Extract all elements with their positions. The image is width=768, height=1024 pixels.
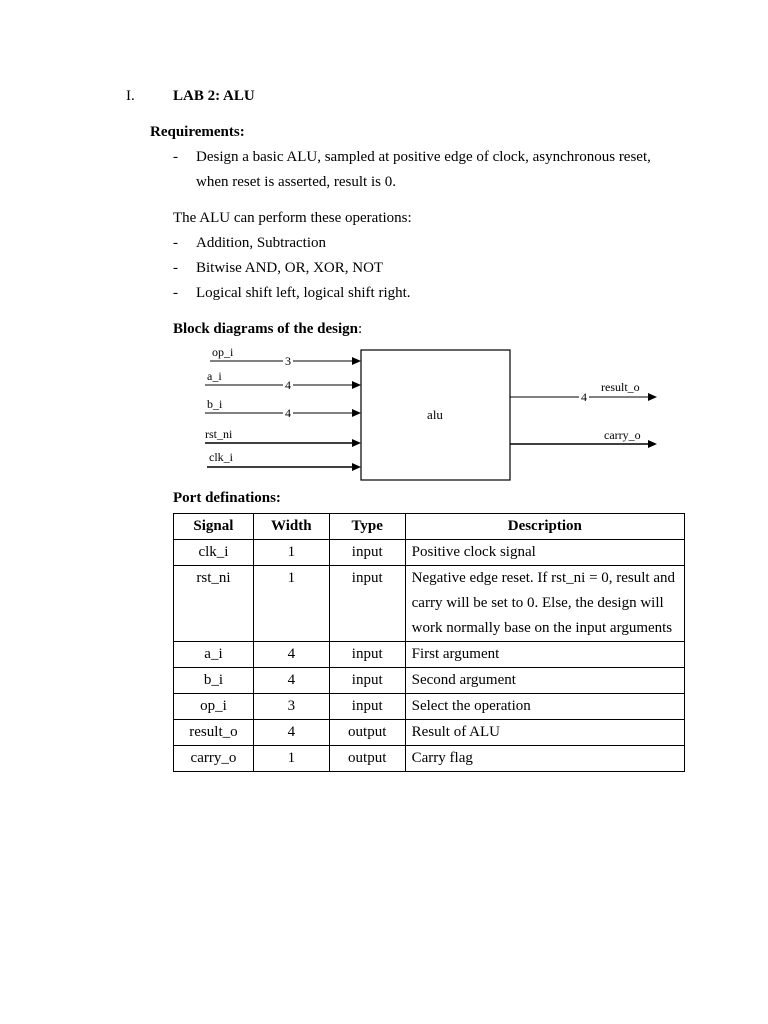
alu-block-diagram bbox=[195, 340, 665, 488]
input-width-b-i: 4 bbox=[285, 406, 291, 420]
input-arrow-rst-ni bbox=[352, 439, 361, 447]
input-width-a-i: 4 bbox=[285, 378, 291, 392]
input-width-op-i: 3 bbox=[285, 354, 291, 368]
operation-item: Addition, Subtraction bbox=[196, 235, 326, 251]
type-cell: input bbox=[329, 566, 405, 642]
width-cell: 1 bbox=[253, 566, 329, 642]
type-cell: input bbox=[329, 694, 405, 720]
type-cell: input bbox=[329, 540, 405, 566]
description-cell: Second argument bbox=[405, 668, 684, 694]
input-label-clk-i: clk_i bbox=[209, 450, 233, 464]
width-cell: 4 bbox=[253, 668, 329, 694]
description-cell: Result of ALU bbox=[405, 720, 684, 746]
description-cell: Positive clock signal bbox=[405, 540, 684, 566]
operations-intro: The ALU can perform these operations: bbox=[173, 210, 412, 226]
operation-item: Bitwise AND, OR, XOR, NOT bbox=[196, 260, 384, 276]
output-width-result-o: 4 bbox=[581, 390, 587, 404]
table-row bbox=[174, 540, 685, 566]
output-arrow-carry-o bbox=[648, 440, 657, 448]
port-definitions-label: Port definations: bbox=[173, 490, 281, 506]
description-cell: Carry flag bbox=[405, 746, 684, 772]
column-header-signal: Signal bbox=[174, 514, 254, 540]
input-arrow-a-i bbox=[352, 381, 361, 389]
signal-cell: a_i bbox=[174, 642, 254, 668]
type-cell: input bbox=[329, 668, 405, 694]
input-label-a-i: a_i bbox=[207, 369, 222, 383]
table-row bbox=[174, 668, 685, 694]
section-title: LAB 2: ALU bbox=[173, 88, 255, 104]
table-row bbox=[174, 694, 685, 720]
bullet-dash: - bbox=[173, 260, 178, 276]
bullet-dash: - bbox=[173, 235, 178, 251]
output-label-result-o: result_o bbox=[601, 380, 640, 394]
description-cell: Negative edge reset. If rst_ni = 0, result and carry will be set to 0. Else, the design will work normally base on the input arguments bbox=[405, 566, 684, 642]
bullet-dash: - bbox=[173, 149, 178, 165]
signal-cell: clk_i bbox=[174, 540, 254, 566]
input-arrow-clk-i bbox=[352, 463, 361, 471]
type-cell: input bbox=[329, 642, 405, 668]
type-cell: output bbox=[329, 746, 405, 772]
requirement-line-1: Design a basic ALU, sampled at positive edge of clock, asynchronous reset, bbox=[196, 149, 651, 165]
signal-cell: carry_o bbox=[174, 746, 254, 772]
width-cell: 4 bbox=[253, 642, 329, 668]
input-arrow-op-i bbox=[352, 357, 361, 365]
table-row bbox=[174, 642, 685, 668]
operation-item: Logical shift left, logical shift right. bbox=[196, 285, 411, 301]
description-cell: Select the operation bbox=[405, 694, 684, 720]
width-cell: 1 bbox=[253, 746, 329, 772]
column-header-width: Width bbox=[253, 514, 329, 540]
requirement-line-2: when reset is asserted, result is 0. bbox=[196, 174, 396, 190]
port-definitions-table bbox=[173, 513, 685, 772]
signal-cell: b_i bbox=[174, 668, 254, 694]
width-cell: 3 bbox=[253, 694, 329, 720]
table-header-row bbox=[174, 514, 685, 540]
input-label-op-i: op_i bbox=[212, 345, 234, 359]
signal-cell: op_i bbox=[174, 694, 254, 720]
table-row bbox=[174, 746, 685, 772]
block-diagram-label: Block diagrams of the design: bbox=[173, 321, 363, 337]
input-label-rst-ni: rst_ni bbox=[205, 427, 233, 441]
output-arrow-result-o bbox=[648, 393, 657, 401]
signal-cell: rst_ni bbox=[174, 566, 254, 642]
table-row bbox=[174, 566, 685, 642]
type-cell: output bbox=[329, 720, 405, 746]
bullet-dash: - bbox=[173, 285, 178, 301]
requirements-label: Requirements: bbox=[150, 124, 245, 140]
width-cell: 1 bbox=[253, 540, 329, 566]
output-label-carry-o: carry_o bbox=[604, 428, 641, 442]
column-header-type: Type bbox=[329, 514, 405, 540]
section-number: I. bbox=[126, 88, 135, 104]
signal-cell: result_o bbox=[174, 720, 254, 746]
alu-module-name: alu bbox=[427, 407, 443, 422]
input-arrow-b-i bbox=[352, 409, 361, 417]
column-header-description: Description bbox=[405, 514, 684, 540]
width-cell: 4 bbox=[253, 720, 329, 746]
input-label-b-i: b_i bbox=[207, 397, 223, 411]
description-cell: First argument bbox=[405, 642, 684, 668]
table-row bbox=[174, 720, 685, 746]
